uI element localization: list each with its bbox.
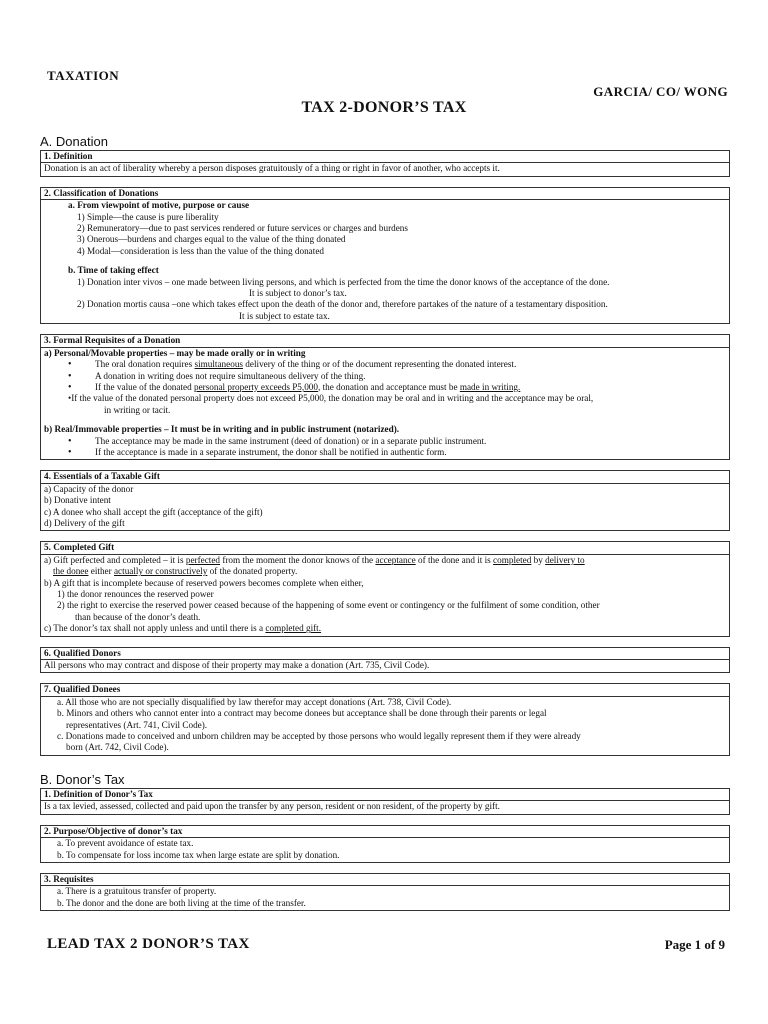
list-item: a. All those who are not specially disqualified by law therefor may accept donations (Art. 738, Civil Code). — [57, 696, 452, 707]
section-essentials — [40, 470, 730, 531]
section-definition — [40, 150, 730, 177]
section-heading: 3. Requisites — [41, 874, 729, 886]
part-b-title: B. Donor’s Tax — [40, 771, 125, 787]
header-authors: GARCIA/ CO/ WONG — [593, 84, 728, 99]
section-heading: 2. Classification of Donations — [41, 188, 729, 200]
paragraph: Is a tax levied, assessed, collected and paid upon the transfer by any person, resident or non resident, of the property by gift. — [44, 801, 500, 812]
section-heading: 1. Definition — [41, 151, 729, 163]
list-item-continuation: It is subject to donor’s tax. — [249, 288, 347, 299]
definition-text: Donation is an act of liberality whereby a person disposes gratuitously of a thing or right in favor of another, who accepts it. — [44, 163, 500, 174]
list-item: 2) Donation mortis causa –one which takes effect upon the death of the donor and, therefore partakes of the nature of a testamentary disposition. — [77, 299, 608, 310]
list-item: b) Donative intent — [44, 495, 111, 506]
list-item: b. Minors and others who cannot enter into a contract may become donees but acceptance shall be done through their parents or legal — [57, 708, 547, 719]
subheading-real: b) Real/Immovable properties – It must be in writing and in public instrument (notarized). — [44, 424, 400, 435]
document-title: TAX 2-DONOR’S TAX — [301, 99, 467, 116]
section-completed-gift — [40, 541, 730, 636]
section-purpose — [40, 825, 730, 863]
subheading-time: b. Time of taking effect — [68, 265, 159, 276]
document-content — [40, 134, 730, 921]
part-a-title: A. Donation — [40, 134, 108, 149]
list-item: 2) Remuneratory—due to past services rendered or future services or charges and burdens — [77, 223, 408, 234]
section-heading: 2. Purpose/Objective of donor’s tax — [41, 826, 729, 838]
bullet-item: • If the acceptance is made in a separate instrument, the donor shall be notified in authentic form. — [44, 447, 726, 458]
section-heading: 6. Qualified Donors — [41, 648, 729, 660]
bullet-item: • The acceptance may be made in the same instrument (deed of donation) or in a separate public instrument. — [44, 436, 726, 447]
section-heading: 3. Formal Requisites of a Donation — [41, 335, 729, 347]
list-item: b. The donor and the done are both living at the time of the transfer. — [57, 897, 306, 908]
section-classification — [40, 187, 730, 324]
list-item: a. To prevent avoidance of estate tax. — [57, 838, 194, 849]
section-requisites — [40, 873, 730, 911]
section-heading: 5. Completed Gift — [41, 542, 729, 554]
list-item-continuation: It is subject to estate tax. — [239, 310, 330, 321]
list-item: d) Delivery of the gift — [44, 517, 125, 528]
section-heading: 4. Essentials of a Taxable Gift — [41, 471, 729, 483]
list-item: 3) Onerous—burdens and charges equal to the value of the thing donated — [77, 234, 346, 245]
list-item: 1) Simple—the cause is pure liberality — [77, 211, 219, 222]
section-qualified-donors — [40, 647, 730, 674]
list-item: a. There is a gratuitous transfer of property. — [57, 886, 217, 897]
section-formal-requisites — [40, 334, 730, 460]
list-item: b. To compensate for loss income tax when large estate are split by donation. — [57, 849, 340, 860]
paragraph: All persons who may contract and dispose of their property may make a donation (Art. 735, Civil Code). — [44, 660, 430, 671]
list-item: 1) Donation inter vivos – one made between living persons, and which is perfected from the time the donor knows of the acceptance of the done. — [77, 276, 610, 287]
paragraph: a) Gift perfected and completed – it is perfected from the moment the donor knows of the acceptance of the done and it is completed by delivery to — [44, 554, 585, 565]
subheading-personal: a) Personal/Movable properties – may be made orally or in writing — [44, 347, 306, 358]
section-qualified-donees — [40, 683, 730, 755]
list-item-continuation: born (Art. 742, Civil Code). — [66, 742, 169, 753]
list-item-continuation: than because of the donor’s death. — [75, 611, 201, 622]
paragraph-continuation: the donee either actually or constructively of the donated property. — [53, 566, 298, 577]
list-item: 2) the right to exercise the reserved power ceased because of the happening of some event or contingency or the fulfilment of some condition, other — [57, 600, 600, 611]
subheading-motive: a. From viewpoint of motive, purpose or cause — [68, 200, 250, 211]
list-item-continuation: representatives (Art. 741, Civil Code). — [66, 719, 208, 730]
footer-title: LEAD TAX 2 DONOR’S TAX — [47, 936, 250, 952]
list-item: 1) the donor renounces the reserved power — [57, 589, 214, 599]
page-number: Page 1 of 9 — [664, 937, 725, 952]
section-heading: 1. Definition of Donor’s Tax — [41, 789, 729, 801]
bullet-item: • A donation in writing does not require simultaneous delivery of the thing. — [44, 371, 726, 382]
bullet-item: • The oral donation requires simultaneous delivery of the thing or of the document representing the donated interest. — [44, 359, 726, 370]
list-item: c) A donee who shall accept the gift (acceptance of the gift) — [44, 506, 263, 517]
list-item: c. Donations made to conceived and unborn children may be accepted by those persons who would legally represent them if they were already — [57, 731, 581, 742]
header-subject: TAXATION — [47, 68, 120, 83]
paragraph-continuation: in writing or tacit. — [104, 404, 171, 415]
section-heading: 7. Qualified Donees — [41, 684, 729, 696]
paragraph: •If the value of the donated personal property does not exceed P5,000, the donation may be oral and in writing and the acceptance may be oral, — [68, 393, 594, 404]
list-item: 4) Modal—consideration is less than the value of the thing donated — [77, 245, 324, 256]
list-item: a) Capacity of the donor — [44, 483, 134, 494]
section-donors-tax-definition — [40, 788, 730, 815]
bullet-item: • If the value of the donated personal property exceeds P5,000, the donation and acceptance must be made in writing. — [44, 382, 726, 393]
paragraph: b) A gift that is incomplete because of reserved powers becomes complete when either, — [44, 577, 364, 588]
paragraph: c) The donor’s tax shall not apply unless and until there is a completed gift. — [44, 623, 322, 634]
